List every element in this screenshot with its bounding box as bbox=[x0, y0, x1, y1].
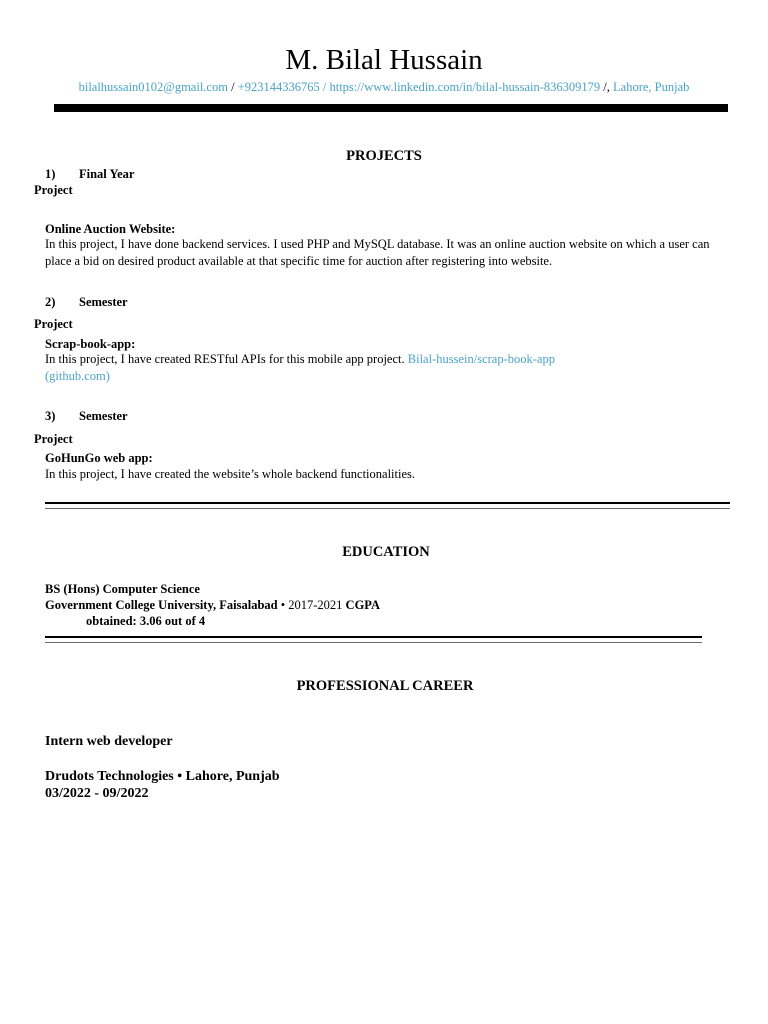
section-divider bbox=[45, 502, 730, 509]
contact-separator: / bbox=[227, 80, 238, 94]
cgpa-value: obtained: 3.06 out of 4 bbox=[86, 614, 206, 628]
section-divider bbox=[45, 636, 702, 643]
project-type: Final Year bbox=[79, 167, 135, 181]
candidate-name: M. Bilal Hussain bbox=[285, 44, 483, 76]
project-type-cont: Project bbox=[34, 317, 73, 331]
project-description: In this project, I have created the website’s whole backend functionalities. bbox=[45, 467, 416, 481]
projects-heading: PROJECTS bbox=[346, 148, 422, 164]
project-name: GoHunGo web app: bbox=[45, 451, 153, 465]
header-divider bbox=[54, 104, 728, 112]
phone-link[interactable]: +923144336765 bbox=[237, 80, 320, 94]
job-company: Drudots Technologies • Lahore, Punjab bbox=[45, 769, 280, 784]
project-description: In this project, I have done backend services. I used PHP and MySQL database. It was an online auction website on which a user can place a bid on desired product available at that specific time for auction after registering into website. bbox=[45, 237, 710, 268]
email-link[interactable]: bilalhussain0102@gmail.com bbox=[78, 80, 228, 94]
education-years: • 2017-2021 bbox=[277, 598, 346, 612]
institution-line bbox=[45, 597, 380, 613]
github-link[interactable]: Bilal-hussein/scrap-book-app (github.com) bbox=[45, 352, 555, 383]
project-type-cont: Project bbox=[34, 183, 73, 197]
project-number: 3) bbox=[45, 409, 56, 423]
cgpa-label: CGPA bbox=[345, 598, 381, 612]
job-role: Intern web developer bbox=[45, 734, 173, 749]
career-heading: PROFESSIONAL CAREER bbox=[296, 678, 474, 694]
project-name: Scrap-book-app: bbox=[45, 337, 136, 351]
job-dates: 03/2022 - 09/2022 bbox=[45, 786, 149, 801]
project-type-cont: Project bbox=[34, 432, 73, 446]
project-name: Online Auction Website: bbox=[45, 222, 176, 236]
degree: BS (Hons) Computer Science bbox=[45, 582, 200, 596]
project-number: 2) bbox=[45, 295, 56, 309]
project-description-text: In this project, I have created RESTful APIs for this mobile app project. bbox=[45, 352, 408, 366]
contact-separator: /, bbox=[600, 80, 614, 94]
institution: Government College University, Faisalabad bbox=[45, 598, 278, 612]
project-number: 1) bbox=[45, 167, 56, 181]
location-text: Lahore, Punjab bbox=[613, 80, 690, 94]
linkedin-link[interactable]: https://www.linkedin.com/in/bilal-hussain-836309179 bbox=[329, 80, 601, 94]
contact-separator: / bbox=[319, 80, 330, 94]
project-description bbox=[45, 351, 555, 384]
project-type: Semester bbox=[79, 409, 128, 423]
education-heading: EDUCATION bbox=[342, 544, 430, 560]
contact-line bbox=[0, 79, 768, 95]
project-type: Semester bbox=[79, 295, 128, 309]
